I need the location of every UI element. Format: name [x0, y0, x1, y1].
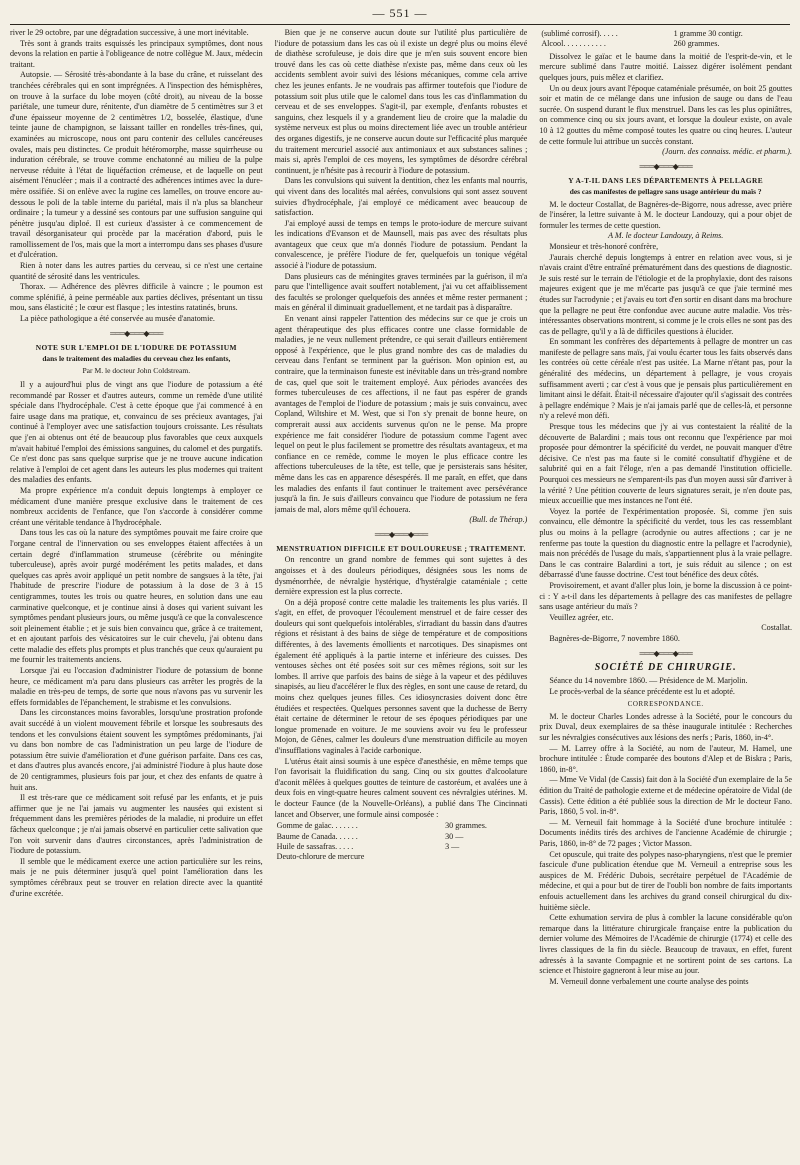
paragraph: Cette exhumation servira de plus à combler la lacune considérable qu'on remarque dans la littérature chirurgicale française entre la publication du dernier volume des Mémoires de l'Académie de chirurgie (1774) et celle des livres classiques de la fin du siècle. Beaucoup de travaux, en effet, furent adressés à la savante Compagnie et ne sortirent point de ses cartons. La science et l'histoire gagneront à leur mise au jour. — [539, 913, 792, 976]
paragraph: En sommant les confrères des départements à pellagre de montrer un cas manifeste de pellagre sans maïs, j'ai voulu écarter tous les faits observés dans les contrées où cette céréale n'est pas usitée. La Marne n'étant pas, pour la généralité des médecins, un département à pellagre, je vous croyais suffisamment averti ; car c'est à vous que je pensais plus particulièrement en limitant ainsi le défait. Était-il nécessaire d'ajouter qu'il s'agissait des contrées à pellagre endémique ? Mais je n'ai jamais parlé que de celles-là, et personne n'y a relevé mon défi. — [539, 337, 792, 421]
paragraph: Autopsie. — Sérosité très-abondante à la base du crâne, et ruisselant des tranchées cérébrales qui en sont imprégnées. A l'inspection des hémisphères, on trouve à la surface du lobe moyen (côté droit), au niveau de la bosse pariétale, une tumeur dure, rénitente, d'un diamètre de 5 centimètres sur 3 et d'une épaisseur moyenne de 2 centimètres 1/2, bosselée, élastique, d'une teinte jaune de champignon, se laissant tailler en rondelles très-fines, qui, examinées au microscope, nous ont paru contenir des cellules cancéreuses ovales, mais peu distinctes. Ce produit hétéromorphe, masse squirrheuse ou induration cérébrale, se trouve comme enchatonné au milieu de la pulpe nerveuse réduite à l'état de liquéfaction crémeuse, et de laquelle on peut aisément l'énucléer ; mais il a contracté des adhérences intimes avec la dure-mère ossifiée. Si on enlève avec la rugine ces lamelles, on trouve encore au-dessous le poli de la table interne du pariétal, mais il n'a plus sa blancheur ordinaire ; la tumeur y a dessiné ses contours par une suffusion sanguine qui pénètre jusqu'au diploé. Il est curieux d'assister à ce commencement de travail désorganisateur qui procède par la macération d'abord, puis le ramollissement de l'os, mais que la mort a interrompu dans ses phases d'usure et d'ulcération. — [10, 70, 263, 260]
paragraph: — M. Larrey offre à la Société, au nom de l'auteur, M. Hamel, une brochure intitulée : Étude comparée des boutons d'Alep et de Biskra ; Paris, 1860, in-8°. — [539, 743, 792, 774]
letter-address: A M. le docteur Landouzy, à Reims. — [608, 231, 724, 241]
ingredient: Deuto-chlorure de mercure — [276, 852, 365, 862]
ingredient: (sublimé corrosif). . . . . — [541, 29, 618, 38]
recipe-row — [275, 852, 528, 862]
quantity: 30 grammes. — [445, 821, 487, 831]
ingredient: Gomme de gaïac. . . . . . . — [276, 821, 358, 831]
paragraph: M. le docteur Costallat, de Bagnères-de-Bigorre, nous adresse, avec prière de l'insérer, la lettre suivante à M. le docteur Landouzy, qui a pour objet de formuler les termes de cette question. — [539, 199, 792, 230]
ornament-divider: ═══◆═══◆═══ — [110, 328, 163, 338]
paragraph: Cet opuscule, qui traite des polypes naso-pharyngiens, n'est que le premier fascicule d'une publication étendue que M. Verneuil a entreprise sous les auspices de M. Frédéric Dubois, secrétaire perpétuel de l'Académie de médecine, et qui a pour but de tirer de l'oubli bon nombre de faits importants enfouis actuellement dans les archives du grand conseil chirurgical du dix-huitième siècle. — [539, 849, 792, 912]
source-citation: (Bull. de Thérap.) — [469, 515, 528, 525]
paragraph: On rencontre un grand nombre de femmes qui sont sujettes à des angoisses et à des douleurs périodiques, désignées sous les noms de dysménorrhée, de névralgie hystérique, d'hystéralgie cataméniale ; cette dernière expression est la plus correcte. — [274, 555, 528, 597]
ornament-divider: ═══◆═══◆═══ — [639, 648, 692, 658]
paragraph: Provisoirement, et avant d'aller plus loin, je borne la discussion à ce point-ci : Y a-t-il dans les départements à pellagre des cas manifestes de pellagre sans usage antérieur du maïs ? — [539, 580, 792, 612]
article-title: Y A-T-IL DANS LES DÉPARTEMENTS À PELLAGRE — [568, 175, 764, 185]
page-number: — 551 — — [372, 6, 428, 20]
paragraph: Il semble que le médicament exerce une action particulière sur les reins, mais je ne puis déterminer jusqu'à quel point l'amélioration dans les symptômes cérébraux peut se trouver en relation directe avec la quantité d'urine excrétée. — [10, 856, 263, 898]
paragraph: Rien à noter dans les autres parties du cerveau, si ce n'est une certaine quantité de sérosité dans les ventricules. — [10, 261, 263, 281]
letter-place-date: Bagnères-de-Bigorre, 7 novembre 1860. — [549, 633, 680, 643]
header-rule — [10, 24, 790, 25]
quantity: 1 gramme 30 contigr. — [673, 29, 743, 38]
paragraph: La pièce pathologique a été conservée au musée d'anatomie. — [20, 314, 215, 324]
letter-closing: Veuillez agréer, etc. — [549, 612, 614, 622]
article-author: Par M. le docteur John Coldstream. — [82, 366, 191, 376]
quantity: 260 grammes. — [673, 39, 720, 49]
paragraph: Bien que je ne conserve aucun doute sur l'utilité plus particulière de l'iodure de potassium dans les cas où il existe un degré plus ou moins élevé de diathèse scrofuleuse, je dois dire que je m'en suis souvent encore bien trouvé dans les cas où cette diathèse n'existe pas, même dans ceux où les accidents semblent avoir suivi des lésions mécaniques, comme cela arrive chez les jeunes enfants. Je ne voudrais pas affirmer toutefois que l'iodure de potassium soit plus utile que le calomel dans tous les cas d'inflammation du cerveau et de ses enveloppes. S'agit-il, par exemple, d'enfants robustes et sanguins, chez lesquels il y a grandement lieu de croire que la maladie du système nerveux est plus ou moins directement liée avec un trouble antérieur des organes digestifs, je ne conserve aucun doute sur l'efficacité plus marquée du traitement mercuriel associé aux antimoniaux et aux substances salines ; mais si, après l'emploi de ces moyens, les symptômes de désordre cérébral continuent, je n'hésite pas à recourir à l'iodure de potassium. — [274, 28, 528, 175]
recipe-row — [539, 39, 792, 49]
paragraph: Voyez la portée de l'expérimentation proposée. Si, comme j'en suis convaincu, elle démontre la spécificité du verdet, tous les cas ressemblant plus ou moins à la pellagre (acrodynie ou autres affections ; car je ne renferme pas toute la question du diagnostic entre la pellagre et l'acrodynie), mais non précédés de l'usage du maïs, s'appartiennent plus à la vraie pellagre. Dans le cas contraire Balardini a tort, je suis réduit au silence ; on est débarrassé d'une fausse doctrine. C'est tout bénéfice des deux côtés. — [539, 506, 792, 580]
article-subtitle: des cas manifestes de pellagre sans usage antérieur du maïs ? — [569, 187, 762, 197]
paragraph: J'aurais cherché depuis longtemps à entrer en relation avec vous, si je n'avais craint d'être entraîné prématurément dans des questions de diagnostic. Je suis resté sur le terrain de l'étiologie et de la prophylaxie, dont des raisons majeures exigent que je me m'écarte pas jusqu'à ce que j'aie terminé mes études sur l'acrodynie ; et j'avais eu tort d'en sortir en disant dans ma brochure que la pellagre ne peut être confondue avec aucune autre maladie. Vos très-intéressantes observations montrent, si comme je le crois elles ne sont pas des cas de pellagre, qu'il y a là de difficiles questions à élucider. — [539, 252, 792, 336]
quantity: 3 — — [445, 841, 460, 851]
paragraph: Dissolvez le gaïac et le baume dans la moitié de l'esprit-de-vin, et le mercure sublimé dans l'autre moitié. Laissez digérer isolément pendant quelques jours, puis mêlez et clarifiez. — [539, 51, 792, 82]
paragraph: — Mme Ve Vidal (de Cassis) fait don à la Société d'un exemplaire de la 5e édition du Traité de pathologie externe et de médecine opératoire de Vidal (de Cassis). Cette édition a été publiée sous la direction de Mr le docteur Fano. Paris, 1860, 5 vol. in-8°. — [539, 775, 792, 817]
column-2 — [275, 28, 528, 1161]
recipe-row — [275, 832, 528, 842]
ingredient: Alcool. . . . . . . . . . . — [541, 39, 606, 49]
recipe-row — [275, 842, 528, 852]
paragraph: Dans les convulsions qui suivent la dentition, chez les enfants mal nourris, qui vivent dans des localités mal aérées, convulsions qui sont assez souvent suivies d'hydrocéphale, j'ai employé ce médicament avec beaucoup de satisfaction. — [274, 176, 528, 218]
paragraph: On a déjà proposé contre cette maladie les traitements les plus variés. Il s'agit, en effet, de provoquer l'écoulement menstruel et de faire cesser des douleurs qui sont quelquefois intolérables, s'irradiant du bassin dans d'autres régions et résistant à des bains de siège de température et de compositions différentes, à des lavements émollients et narcotiques. Des sinapismes ont également été appliqués à la partie interne et inférieure des cuisses. Des ventouses sèches ont été posées soit sur ces mêmes régions, soit sur les lombes. Il arrive que parfois des bains de siège à la vapeur et des pédiluves sinapisés, au lieu d'accélérer le flux des règles, en sont une cause de retard, du moins chez quelques jeunes filles. Ces idiosyncrasies doivent donc être étudiées et respectées. Quelques personnes savent que la duchesse de Berry était certaine de déterminer le retour de ses époques périodiques par une longue promenade en voiture. Je me souviens avoir vu feu le professeur Mojon, de Gênes, calmer les douleurs d'une menstruation difficile au moyen d'insufflations vaginales à l'acide carbonique. — [274, 597, 528, 755]
ingredient: Baume de Canada. . . . . . — [276, 831, 358, 841]
paragraph: J'ai employé aussi de temps en temps le proto-iodure de mercure suivant les indications d'Evanson et de Maunsell, mais pas avec des résultats plus avantageux que ceux que m'a donnés l'iodure de potassium. Pendant la convalescence, je préfère l'iodure de fer, quelquefois un tonique végétal associé à l'iodure de potassium. — [274, 218, 528, 271]
paragraph: Il y a aujourd'hui plus de vingt ans que l'iodure de potassium a été recommandé par Rosser et d'autres auteurs, comme un remède d'une utilité spéciale dans l'hydrocéphale. C'est à cette époque que j'ai commencé à en faire usage dans ma pratique, et, convaincu de ses précieux avantages, j'ai continué à l'employer avec une satisfaction toujours croissante. Les résultats que j'en ai obtenus ont été de beaucoup plus favorables que ceux auxquels m'avait habitué l'emploi des émissions sanguines, du calomel et des purgatifs. Ce n'est donc pas sans quelque surprise que je ne trouve aucune indication relative à l'emploi de cet agent dans les auteurs les plus modernes qui traitent des maladies des enfants. — [10, 380, 263, 485]
recipe-table — [275, 821, 528, 863]
page-header — [10, 4, 790, 26]
source-citation: (Journ. des connaiss. médic. et pharm.). — [662, 147, 792, 157]
paragraph: Un ou deux jours avant l'époque cataméniale présumée, on boit 25 gouttes soir et matin de ce mélange dans une infusion de sauge ou dans de l'eau sucrée. On suspend durant le flux menstruel. Dans les cas les plus opiniâtres, on commence cinq ou six jours avant, et lorsque la douleur existe, on avale 10 à 12 gouttes du même composé toutes les quatre ou cinq heures. L'auteur de cette formule lui attribue un succès constant. — [539, 83, 792, 146]
article-title: MENSTRUATION DIFFICILE ET DOULOUREUSE ; TRAITEMENT. — [276, 543, 526, 553]
letter-signature: Costallat. — [761, 623, 792, 633]
quantity — [443, 852, 527, 862]
paragraph: river le 29 octobre, par une dégradation successive, à une mort inévitable. — [10, 28, 249, 37]
ornament-divider: ═══◆═══◆═══ — [374, 529, 428, 539]
paragraph: Ma propre expérience m'a conduit depuis longtemps à employer ce médicament d'une manière presque exclusive dans le traitement de ces nombreux accidents de l'enfance, que l'on s'accorde à considérer comme créant une véritable tendance à l'hydrocéphale. — [10, 485, 263, 527]
recipe-row — [275, 821, 528, 831]
paragraph: M. Verneuil donne verbalement une courte analyse des points — [549, 976, 749, 986]
paragraph: L'utérus était ainsi soumis à une espèce d'anesthésie, en même temps que l'on favorisait la fluidification du sang. Cinq ou six gouttes d'alcoolature d'aconit mêlées à quelques gouttes de teinture de castoréum, et avalées une à deux fois en vingt-quatre heures calment souvent ces névralgies utérines. M. le docteur Faunce (de la Nouvelle-Orléans), a publié dans The Cincinnati lancet and Observer, une formule ainsi composée : — [274, 756, 528, 819]
paragraph: Presque tous les médecins que j'y ai vus contestaient la réalité de la découverte de Balardini ; mais tous ont reconnu que l'expérience par moi proposée pour démontrer la spécificité du verdet, ne pouvait manquer d'être décisive. Ce n'est pas ma faute si le comité consultatif d'hygiène et de salubrité qui en a fait l'éloge, n'en a pas demandé l'institution officielle. Pourquoi ces messieurs ne s'emparent-ils pas d'un moyen aussi sûr d'arriver à la vérité ? Une pétition couverte de leurs signatures serait, je n'en doute pas, mieux accueillie que mes instances ne l'ont été. — [539, 422, 792, 506]
paragraph: Dans tous les cas où la nature des symptômes pouvait me faire croire que l'organe central de l'innervation ou ses enveloppes étaient affectées à un certain degré d'inflammation strumeuse (cérébrite ou méningite tuberculeuse), après avoir purgé modérément les petits malades, et dans quelques cas après avoir appliqué un petit nombre de sangsues à la tête, j'ai l'habitude de prescrire l'iodure de potassium à la dose de 3 à 15 centigrammes, toutes les trois ou quatre heures, en solution dans une eau carminative quelconque, et je continue ainsi à doses qui varient suivant les symptômes pendant plusieurs jours, ou même jusqu'à ce que la convalescence soit pleinement établie ; et je suis bien convaincu que, grâce à ce traitement, et en ajoutant parfois des vésicatoires sur le cuir chevelu, j'ai obtenu dans cette maladie des effets plus prompts et plus tranchés que ceux qu'auraient pu me fournir les traitements anciens. — [10, 528, 263, 665]
paragraph: Lorsque j'ai eu l'occasion d'administrer l'iodure de potassium de bonne heure, ce médicament m'a paru dans plusieurs cas arrêter les progrès de la maladie en très-peu de temps, de sorte que nous n'avons pas vu survenir les effets formidables de l'épanchement, le strabisme et les convulsions. — [10, 666, 263, 707]
article-subtitle: dans le traitement des maladies du cerveau chez les enfants, — [42, 354, 231, 364]
text-columns — [10, 28, 792, 1161]
correspondence-heading: CORRESPONDANCE. — [627, 700, 704, 709]
society-title: SOCIÉTÉ DE CHIRURGIE. — [594, 661, 737, 673]
recipe-row — [539, 29, 792, 39]
paragraph: — M. Verneuil fait hommage à la Société d'une brochure intitulée : Documents inédits tirés des archives de l'ancienne Académie de chirurgie ; Paris, 1860, in-8° de 72 pages ; Victor Masson. — [539, 817, 792, 848]
column-3 — [539, 28, 792, 1161]
paragraph: Dans les circonstances moins favorables, lorsqu'une prostration profonde avait succédé à un violent mouvement fébrile et lorsque les soubresauts des tendons et les convulsions étaient souvent les symptômes prédominants, j'ai vu dans bon nombre de cas l'administration un peu large de l'iodure de potassium être suivie d'amélioration et d'une guérison parfaite. Dans ces cas, et dans d'autres plus avancés encore, j'ai administré l'iodure à plus haute dose de 20 centigrammes, plusieurs fois par jour, et chez des enfants de quatre à huit ans. — [10, 708, 263, 792]
column-1 — [10, 28, 263, 1161]
paragraph: Très sont à grands traits esquissés les principaux symptômes, dont nous devons la relation en partie à l'obligeance de notre collègue M. Jaux, médecin traitant. — [10, 38, 263, 69]
paragraph: Dans plusieurs cas de méningites graves terminées par la guérison, il m'a paru que l'intelligence avait souffert notablement, j'ai vu cet affaiblissement des facultés se prolonger quelquefois des années et même rester permanent ; mais en général il diminuait graduellement, et ne tardait pas à disparaître. — [274, 271, 528, 313]
paragraph: Le procès-verbal de la séance précédente est lu et adopté. — [549, 686, 735, 696]
paragraph: M. le docteur Charles Londes adresse à la Société, pour le concours du prix Duval, deux exemplaires de sa thèse inaugurale intitulée : Recherches sur les névralgies consécutives aux lésions des nerfs ; Paris, 1860, in-4°. — [539, 711, 792, 743]
session-line: Séance du 14 novembre 1860. — Présidence de M. Marjolin. — [549, 676, 748, 686]
article-title: NOTE SUR L'EMPLOI DE L'IODURE DE POTASSIUM — [35, 342, 237, 352]
ornament-divider: ═══◆═══◆═══ — [639, 161, 692, 171]
paragraph: Il est très-rare que ce médicament soit refusé par les enfants, et je puis affirmer que je ne l'ai jamais vu augmenter les nausées qui existent si fréquemment dans les premières périodes de la maladie, ni produire un effet fâcheux quelconque ; je n'ai jamais observé en particulier cette salivation que l'on voit survenir dans d'autres circonstances, après l'administration de l'iodure de potassium. — [10, 793, 263, 856]
paragraph: En venant ainsi rappeler l'attention des médecins sur ce que je crois un agent thérapeutique des plus efficaces contre une classe formidable de maladies, je ne veux nullement prétendre, ce qui serait d'ailleurs entièrement opposé à l'expérience, que le plus grand nombre des cas de maladies du cerveau dans l'enfant se terminent par la guérison. Mon opinion est, au contraire, que la terminaison funeste est inévitable dans un très-grand nombre de cas, quel que soit le traitement employé. Aux périodes avancées des formes tuberculeuses de ces affections, il ne faut pas espérer de grands avantages de l'emploi de l'iodure de potassium ; mais je suis convaincu, avec Copland, Wiltshire et M. West, que si l'on s'y prenait de bonne heure, on comprerait aussi aux accidents survenus qu'on ne le pense. Ma propre expérience me fait considérer l'iodure de potassium comme l'agent avec lequel on peut le plus facilement se promettre des résultats avantageux, et ma confiance en ce remède, comme le moyen le plus efficace contre les affections tuberculeuses de la tête, est telle, que je persisterais sans hésiter, même dans les cas en apparence désespérés. Il me paraît, en effet, que dans les maladies des enfants il faut continuer le traitement avec persévérance jusqu'à la fin. Je suis d'ailleurs convaincu que l'iodure de potassium ne fera jamais de mal, alors même qu'il échouera. — [274, 314, 528, 514]
recipe-table — [539, 29, 792, 50]
ingredient: Huile de sassafras. . . . . — [276, 841, 354, 851]
letter-salutation: Monsieur et très-honoré confrère, — [549, 241, 659, 251]
paragraph: Thorax. — Adhérence des plèvres difficile à vaincre ; le poumon est comme splénifié, à peine perméable aux parties déclives, présentant un tissu mou, sans élasticité ; le cœur est flasque ; les intestins ratatinés, bruns. — [10, 282, 263, 313]
quantity: 30 — — [445, 831, 464, 841]
